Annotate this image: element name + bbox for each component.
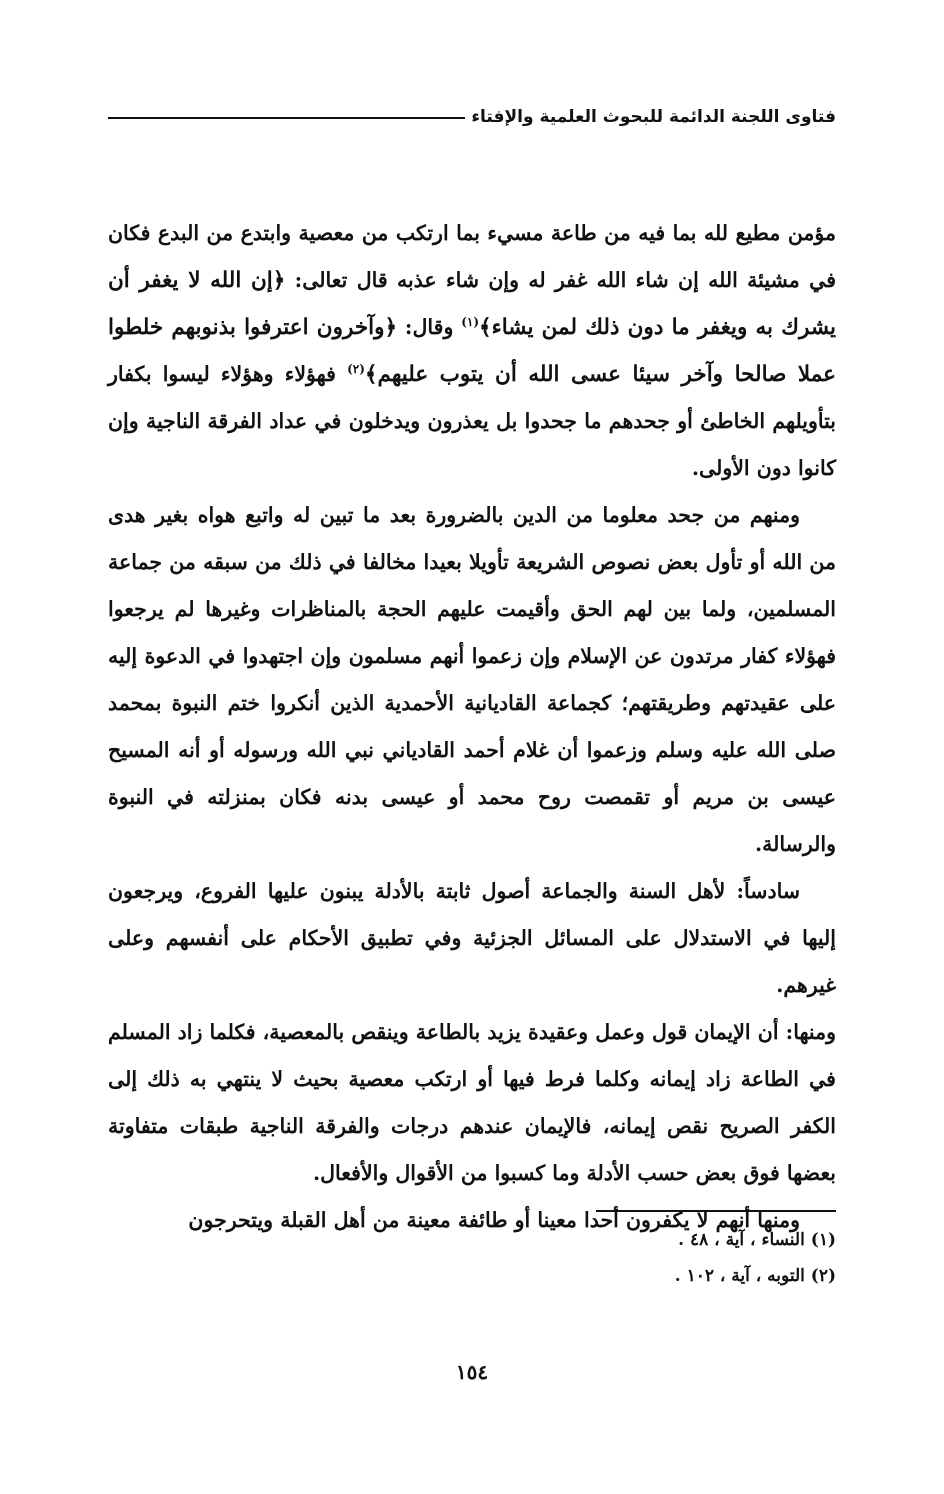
running-head <box>108 100 836 134</box>
footnote-2: (٢) التوبه ، آية ، ١٠٢ . <box>674 1266 836 1286</box>
body-text <box>108 210 836 1244</box>
page-number: ١٥٤ <box>455 1360 489 1384</box>
quran-verse-1: ﴿إن الله لا يغفر أن يشرك به ويغفر ما دون ذلك لمن يشاء﴾ <box>108 268 836 340</box>
paragraph-2: ومنهم من جحد معلوما من الدين بالضرورة بعد ما تبين له واتبع هواه بغير هدى من الله أو تأول بعض نصوص الشريعة تأويلا بعيدا مخالفا في ذلك من سبقه من جماعة المسلمين، ولما بين لهم الحق وأقيمت عليهم الحجة بالمناظرات وغيرها لم يرجعوا فهؤلاء كفار مرتدون عن الإسلام وإن زعموا أنهم مسلمون وإن اجتهدوا في الدعوة إليه على عقيدتهم وطريقتهم؛ كجماعة القاديانية الأحمدية الذين أنكروا ختم النبوة بمحمد صلى الله عليه وسلم وزعموا أن غلام أحمد القادياني نبي الله ورسوله أو أنه المسيح عيسى بن مريم أو تقمصت روح محمد أو عيسى بدنه فكان بمنزلته في النبوة والرسالة. <box>108 503 836 856</box>
footnotes <box>108 1222 836 1294</box>
paragraph-1-text-c: فهؤلاء وهؤلاء ليسوا بكفار بتأويلهم الخاطئ أو جحدهم ما جحدوا بل يعذرون ويدخلون في عداد الفرقة الناجية وإن كانوا دون الأولى. <box>108 362 836 480</box>
paragraph-4: ومنها: أن الإيمان قول وعمل وعقيدة يزيد بالطاعة وينقص بالمعصية، فكلما زاد المسلم في الطاعة زاد إيمانه وكلما فرط فيها أو ارتكب معصية بحيث لا ينتهي به ذلك إلى الكفر الصريح نقص إيمانه، فالإيمان عندهم درجات والفرقة الناجية طبقات متفاوتة بعضها فوق بعض حسب الأدلة وما كسبوا من الأقوال والأفعال. <box>108 1020 836 1185</box>
footnote-ref-2: (٢) <box>347 362 365 377</box>
paragraph-3: سادساً: لأهل السنة والجماعة أصول ثابتة بالأدلة يبنون عليها الفروع، ويرجعون إليها في الاستدلال على المسائل الجزئية وفي تطبيق الأحكام على أنفسهم وعلى غيرهم. <box>108 879 836 997</box>
running-head-title: فتاوى اللجنة الدائمة للبحوث العلمية والإفتاء <box>471 107 836 127</box>
footnote-ref-1: (١) <box>461 315 480 330</box>
paragraph-1-text-a: مؤمن مطيع لله بما فيه من طاعة مسيء بما ارتكب من معصية وابتدع من البدع فكان في مشيئة الله إن شاء الله غفر له وإن شاء عذبه قال تعالى: <box>108 221 836 292</box>
quran-verse-2: ﴿وآخرون اعترفوا بذنوبهم خلطوا عملا صالحا وآخر سيئا عسى الله أن يتوب عليهم﴾ <box>108 315 836 387</box>
footnote-rule <box>596 1210 836 1212</box>
paragraph-1 <box>108 210 836 492</box>
paragraph-5: ومنها أنهم لا يكفرون أحدا معينا أو طائفة معينة من أهل القبلة ويتحرجون <box>188 1208 800 1232</box>
running-head-rule <box>108 117 465 119</box>
footnote-1: (١) النساء ، آية ، ٤٨ . <box>678 1230 836 1250</box>
paragraph-1-text-b: وقال: <box>397 315 462 339</box>
